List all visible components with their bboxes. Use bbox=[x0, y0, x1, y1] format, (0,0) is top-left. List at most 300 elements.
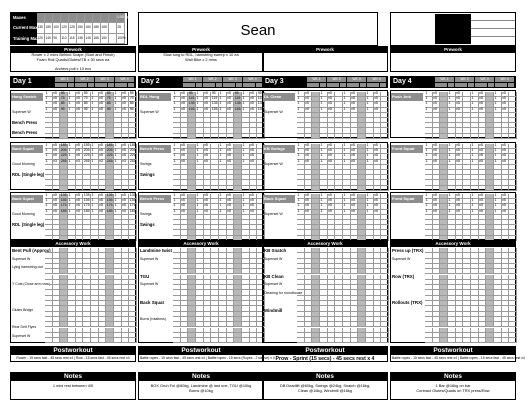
set-cell[interactable]: 1 bbox=[68, 92, 76, 97]
set-cell[interactable]: 1 bbox=[471, 108, 479, 113]
set-cell[interactable]: 1 bbox=[45, 194, 53, 199]
set-cell[interactable]: x5 bbox=[433, 97, 441, 102]
set-cell[interactable]: 1 bbox=[196, 210, 204, 215]
set-cell[interactable]: 1 bbox=[45, 92, 53, 97]
set-cell[interactable]: 1 bbox=[297, 204, 305, 209]
set-cell[interactable]: 1 bbox=[173, 160, 181, 165]
set-cell[interactable]: 55 bbox=[129, 92, 137, 97]
set-cell[interactable]: x5 bbox=[456, 194, 464, 199]
set-cell[interactable]: x5 bbox=[99, 154, 107, 159]
set-cell[interactable] bbox=[106, 186, 114, 191]
set-cell[interactable]: 1 bbox=[114, 154, 122, 159]
set-cell[interactable]: 1 bbox=[91, 149, 99, 154]
set-cell[interactable]: x5 bbox=[76, 144, 84, 149]
maxes-cell[interactable] bbox=[69, 13, 77, 23]
set-cell[interactable]: x5 bbox=[433, 92, 441, 97]
accessory-cell[interactable] bbox=[91, 338, 99, 343]
maxes-cell[interactable]: 120 bbox=[37, 34, 45, 44]
set-cell[interactable]: x5 bbox=[204, 149, 212, 154]
set-cell[interactable]: 1 bbox=[320, 194, 328, 199]
set-cell[interactable]: x5 bbox=[456, 204, 464, 209]
maxes-cell[interactable] bbox=[109, 34, 117, 44]
set-cell[interactable]: 205 bbox=[129, 149, 137, 154]
set-cell[interactable]: 1 bbox=[45, 199, 53, 204]
accessory-cell[interactable] bbox=[76, 338, 84, 343]
set-cell[interactable]: 1 bbox=[68, 199, 76, 204]
set-cell[interactable]: x5 bbox=[502, 160, 510, 165]
set-cell[interactable]: x5 bbox=[502, 97, 510, 102]
set-cell[interactable]: 1 bbox=[343, 160, 351, 165]
maxes-cell[interactable] bbox=[77, 13, 85, 23]
set-cell[interactable]: 1 bbox=[471, 154, 479, 159]
set-cell[interactable]: 1 bbox=[425, 199, 433, 204]
set-cell[interactable]: x5 bbox=[502, 194, 510, 199]
set-cell[interactable]: x5 bbox=[479, 108, 487, 113]
set-cell[interactable]: 1 bbox=[320, 199, 328, 204]
set-cell[interactable]: 1 bbox=[448, 149, 456, 154]
set-cell[interactable]: x5 bbox=[204, 97, 212, 102]
accessory-cell[interactable] bbox=[433, 338, 441, 343]
set-cell[interactable]: 205 bbox=[83, 149, 91, 154]
set-cell[interactable]: 55 bbox=[83, 92, 91, 97]
set-cell[interactable]: 1 bbox=[45, 108, 53, 113]
set-cell[interactable]: 1 bbox=[448, 102, 456, 107]
set-cell[interactable]: 135 bbox=[211, 102, 219, 107]
set-cell[interactable]: 155 bbox=[234, 108, 242, 113]
set-cell[interactable]: x5 bbox=[227, 204, 235, 209]
maxes-cell[interactable] bbox=[93, 13, 101, 23]
accessory-cell[interactable] bbox=[351, 338, 359, 343]
set-cell[interactable]: x5 bbox=[433, 194, 441, 199]
maxes-cell[interactable] bbox=[109, 23, 117, 33]
set-cell[interactable]: x5 bbox=[204, 204, 212, 209]
set-cell[interactable]: x5 bbox=[122, 108, 130, 113]
set-cell[interactable]: x5 bbox=[227, 160, 235, 165]
set-cell[interactable]: x5 bbox=[53, 149, 61, 154]
set-cell[interactable]: 1 bbox=[219, 97, 227, 102]
set-cell[interactable]: x5 bbox=[204, 144, 212, 149]
set-cell[interactable] bbox=[440, 186, 448, 191]
set-cell[interactable]: 1 bbox=[45, 102, 53, 107]
set-cell[interactable]: 1 bbox=[68, 204, 76, 209]
set-cell[interactable] bbox=[374, 134, 382, 139]
set-cell[interactable] bbox=[83, 134, 91, 139]
set-cell[interactable]: 185 bbox=[83, 144, 91, 149]
set-cell[interactable]: x5 bbox=[305, 160, 313, 165]
set-cell[interactable]: 1 bbox=[219, 144, 227, 149]
set-cell[interactable]: x5 bbox=[479, 92, 487, 97]
maxes-cell[interactable]: 125 bbox=[69, 23, 77, 33]
set-cell[interactable]: 1 bbox=[242, 97, 250, 102]
set-cell[interactable]: 1 bbox=[425, 97, 433, 102]
set-cell[interactable]: x5 bbox=[53, 204, 61, 209]
set-cell[interactable]: x5 bbox=[456, 108, 464, 113]
set-cell[interactable]: 1 bbox=[91, 210, 99, 215]
set-cell[interactable]: x5 bbox=[76, 194, 84, 199]
set-cell[interactable]: x5 bbox=[76, 149, 84, 154]
set-cell[interactable]: 1 bbox=[297, 210, 305, 215]
set-cell[interactable] bbox=[463, 134, 471, 139]
set-cell[interactable] bbox=[53, 186, 61, 191]
set-cell[interactable] bbox=[129, 134, 137, 139]
accessory-cell[interactable] bbox=[196, 338, 204, 343]
set-cell[interactable]: 1 bbox=[173, 154, 181, 159]
accessory-cell[interactable] bbox=[45, 338, 53, 343]
set-cell[interactable]: 1 bbox=[91, 194, 99, 199]
set-cell[interactable]: 1 bbox=[173, 144, 181, 149]
set-cell[interactable]: 1 bbox=[471, 144, 479, 149]
set-cell[interactable]: x5 bbox=[250, 210, 258, 215]
set-cell[interactable]: 1 bbox=[45, 160, 53, 165]
set-cell[interactable]: 1 bbox=[173, 194, 181, 199]
set-cell[interactable] bbox=[114, 134, 122, 139]
set-cell[interactable]: 1 bbox=[343, 144, 351, 149]
maxes-cell[interactable] bbox=[109, 13, 117, 23]
set-cell[interactable]: x5 bbox=[479, 102, 487, 107]
set-cell[interactable]: 1 bbox=[366, 210, 374, 215]
set-cell[interactable]: x5 bbox=[122, 204, 130, 209]
maxes-cell[interactable]: 135 bbox=[37, 23, 45, 33]
set-cell[interactable]: 155 bbox=[129, 199, 137, 204]
set-cell[interactable] bbox=[106, 134, 114, 139]
set-cell[interactable]: 1 bbox=[114, 199, 122, 204]
set-cell[interactable] bbox=[456, 134, 464, 139]
set-cell[interactable]: x5 bbox=[374, 160, 382, 165]
set-cell[interactable]: x5 bbox=[456, 97, 464, 102]
accessory-cell[interactable] bbox=[335, 338, 343, 343]
maxes-cell[interactable]: 100 bbox=[53, 23, 61, 33]
set-cell[interactable] bbox=[68, 186, 76, 191]
set-cell[interactable]: 1 bbox=[173, 92, 181, 97]
set-cell[interactable]: x5 bbox=[122, 194, 130, 199]
set-cell[interactable]: 1 bbox=[494, 102, 502, 107]
set-cell[interactable]: 75 bbox=[60, 97, 68, 102]
set-cell[interactable]: 85 bbox=[60, 102, 68, 107]
maxes-cell[interactable]: 165 bbox=[93, 34, 101, 44]
set-cell[interactable] bbox=[53, 134, 61, 139]
set-cell[interactable]: x5 bbox=[328, 149, 336, 154]
set-cell[interactable]: 1 bbox=[91, 97, 99, 102]
set-cell[interactable]: x5 bbox=[305, 204, 313, 209]
set-cell[interactable] bbox=[433, 186, 441, 191]
set-cell[interactable] bbox=[358, 134, 366, 139]
set-cell[interactable]: 1 bbox=[320, 160, 328, 165]
set-cell[interactable]: 85 bbox=[106, 102, 114, 107]
set-cell[interactable] bbox=[188, 186, 196, 191]
set-cell[interactable]: x5 bbox=[53, 210, 61, 215]
set-cell[interactable]: 1 bbox=[114, 204, 122, 209]
set-cell[interactable] bbox=[129, 186, 137, 191]
set-cell[interactable]: x5 bbox=[374, 210, 382, 215]
set-cell[interactable]: x5 bbox=[204, 108, 212, 113]
set-cell[interactable]: x5 bbox=[479, 210, 487, 215]
set-cell[interactable]: x5 bbox=[122, 154, 130, 159]
maxes-cell[interactable]: 155 bbox=[45, 23, 53, 33]
set-cell[interactable]: 1 bbox=[45, 97, 53, 102]
set-cell[interactable]: 95 bbox=[60, 108, 68, 113]
accessory-cell[interactable] bbox=[448, 338, 456, 343]
set-cell[interactable]: 1 bbox=[366, 154, 374, 159]
set-cell[interactable]: 1 bbox=[45, 154, 53, 159]
set-cell[interactable]: 1 bbox=[448, 154, 456, 159]
set-cell[interactable]: x5 bbox=[250, 102, 258, 107]
set-cell[interactable]: 1 bbox=[448, 160, 456, 165]
set-cell[interactable]: 1 bbox=[91, 160, 99, 165]
set-cell[interactable] bbox=[320, 186, 328, 191]
set-cell[interactable]: 1 bbox=[494, 199, 502, 204]
set-cell[interactable] bbox=[448, 134, 456, 139]
accessory-cell[interactable] bbox=[343, 338, 351, 343]
set-cell[interactable]: 95 bbox=[234, 92, 242, 97]
set-cell[interactable] bbox=[494, 134, 502, 139]
set-cell[interactable] bbox=[456, 186, 464, 191]
set-cell[interactable]: 245 bbox=[106, 160, 114, 165]
set-cell[interactable]: 1 bbox=[196, 97, 204, 102]
set-cell[interactable]: x5 bbox=[76, 199, 84, 204]
set-cell[interactable]: 1 bbox=[343, 194, 351, 199]
set-cell[interactable]: x5 bbox=[479, 160, 487, 165]
set-cell[interactable]: x5 bbox=[328, 160, 336, 165]
set-cell[interactable]: x5 bbox=[479, 199, 487, 204]
set-cell[interactable] bbox=[68, 134, 76, 139]
accessory-cell[interactable] bbox=[463, 338, 471, 343]
set-cell[interactable]: x5 bbox=[204, 154, 212, 159]
set-cell[interactable] bbox=[122, 134, 130, 139]
set-cell[interactable]: x5 bbox=[328, 210, 336, 215]
set-cell[interactable]: 1 bbox=[196, 154, 204, 159]
set-cell[interactable]: x5 bbox=[250, 144, 258, 149]
set-cell[interactable]: 1 bbox=[448, 108, 456, 113]
set-cell[interactable]: x5 bbox=[227, 97, 235, 102]
set-cell[interactable]: 95 bbox=[83, 108, 91, 113]
set-cell[interactable]: x5 bbox=[99, 92, 107, 97]
set-cell[interactable]: x5 bbox=[99, 97, 107, 102]
set-cell[interactable] bbox=[381, 134, 389, 139]
set-cell[interactable] bbox=[297, 134, 305, 139]
set-cell[interactable]: x5 bbox=[502, 204, 510, 209]
set-cell[interactable]: x5 bbox=[456, 160, 464, 165]
set-cell[interactable]: x5 bbox=[305, 108, 313, 113]
set-cell[interactable]: x5 bbox=[76, 204, 84, 209]
set-cell[interactable] bbox=[479, 186, 487, 191]
set-cell[interactable]: 1 bbox=[45, 149, 53, 154]
set-cell[interactable]: 1 bbox=[320, 97, 328, 102]
set-cell[interactable] bbox=[204, 134, 212, 139]
accessory-cell[interactable] bbox=[320, 338, 328, 343]
accessory-cell[interactable] bbox=[106, 338, 114, 343]
set-cell[interactable]: 1 bbox=[320, 108, 328, 113]
set-cell[interactable]: 1 bbox=[91, 204, 99, 209]
set-cell[interactable]: 1 bbox=[297, 144, 305, 149]
set-cell[interactable]: x5 bbox=[374, 194, 382, 199]
set-cell[interactable] bbox=[328, 134, 336, 139]
maxes-cell[interactable]: 160 bbox=[85, 23, 93, 33]
set-cell[interactable]: 1 bbox=[219, 194, 227, 199]
set-cell[interactable] bbox=[242, 134, 250, 139]
set-cell[interactable]: 1 bbox=[471, 199, 479, 204]
accessory-cell[interactable] bbox=[494, 338, 502, 343]
set-cell[interactable]: x5 bbox=[76, 154, 84, 159]
set-cell[interactable]: 155 bbox=[211, 108, 219, 113]
set-cell[interactable]: x5 bbox=[374, 199, 382, 204]
set-cell[interactable] bbox=[250, 134, 258, 139]
set-cell[interactable]: 1 bbox=[196, 160, 204, 165]
set-cell[interactable]: 1 bbox=[425, 154, 433, 159]
set-cell[interactable]: 225 bbox=[60, 154, 68, 159]
set-cell[interactable]: x5 bbox=[181, 154, 189, 159]
set-cell[interactable]: x5 bbox=[76, 108, 84, 113]
set-cell[interactable]: x5 bbox=[351, 199, 359, 204]
set-cell[interactable] bbox=[211, 186, 219, 191]
set-cell[interactable] bbox=[463, 186, 471, 191]
set-cell[interactable]: x5 bbox=[305, 210, 313, 215]
set-cell[interactable]: x5 bbox=[456, 144, 464, 149]
set-cell[interactable] bbox=[425, 134, 433, 139]
maxes-cell[interactable]: 140 bbox=[45, 34, 53, 44]
set-cell[interactable]: 1 bbox=[242, 144, 250, 149]
set-cell[interactable]: 1 bbox=[219, 154, 227, 159]
set-cell[interactable]: x5 bbox=[374, 154, 382, 159]
set-cell[interactable]: x5 bbox=[53, 102, 61, 107]
set-cell[interactable]: 1 bbox=[173, 149, 181, 154]
accessory-cell[interactable] bbox=[479, 338, 487, 343]
set-cell[interactable]: 1 bbox=[242, 160, 250, 165]
set-cell[interactable]: x5 bbox=[53, 144, 61, 149]
set-cell[interactable]: x5 bbox=[479, 194, 487, 199]
set-cell[interactable]: x5 bbox=[227, 144, 235, 149]
set-cell[interactable] bbox=[204, 186, 212, 191]
set-cell[interactable] bbox=[60, 134, 68, 139]
set-cell[interactable] bbox=[219, 186, 227, 191]
set-cell[interactable] bbox=[509, 134, 517, 139]
set-cell[interactable]: x5 bbox=[433, 154, 441, 159]
set-cell[interactable]: 1 bbox=[68, 108, 76, 113]
set-cell[interactable]: 1 bbox=[173, 102, 181, 107]
set-cell[interactable]: x5 bbox=[374, 102, 382, 107]
set-cell[interactable]: x5 bbox=[76, 210, 84, 215]
set-cell[interactable]: x5 bbox=[122, 102, 130, 107]
set-cell[interactable] bbox=[358, 186, 366, 191]
accessory-cell[interactable] bbox=[181, 338, 189, 343]
set-cell[interactable] bbox=[196, 134, 204, 139]
set-cell[interactable]: 1 bbox=[494, 154, 502, 159]
set-cell[interactable]: x5 bbox=[227, 154, 235, 159]
set-cell[interactable] bbox=[312, 134, 320, 139]
set-cell[interactable]: 135 bbox=[257, 102, 265, 107]
set-cell[interactable]: 1 bbox=[343, 199, 351, 204]
set-cell[interactable]: x5 bbox=[433, 149, 441, 154]
maxes-cell[interactable]: 165 bbox=[101, 23, 109, 33]
set-cell[interactable] bbox=[335, 186, 343, 191]
set-cell[interactable]: 1 bbox=[114, 102, 122, 107]
set-cell[interactable]: 1 bbox=[173, 108, 181, 113]
set-cell[interactable]: 205 bbox=[106, 149, 114, 154]
set-cell[interactable]: x5 bbox=[181, 210, 189, 215]
accessory-cell[interactable] bbox=[471, 338, 479, 343]
set-cell[interactable] bbox=[343, 134, 351, 139]
set-cell[interactable]: 185 bbox=[83, 210, 91, 215]
maxes-cell[interactable] bbox=[61, 13, 69, 23]
set-cell[interactable]: 1 bbox=[320, 102, 328, 107]
set-cell[interactable]: 135 bbox=[129, 194, 137, 199]
set-cell[interactable]: x5 bbox=[433, 102, 441, 107]
set-cell[interactable]: 245 bbox=[60, 160, 68, 165]
set-cell[interactable]: 95 bbox=[211, 92, 219, 97]
set-cell[interactable]: x5 bbox=[305, 92, 313, 97]
set-cell[interactable]: x5 bbox=[433, 108, 441, 113]
set-cell[interactable]: 1 bbox=[114, 194, 122, 199]
set-cell[interactable] bbox=[227, 186, 235, 191]
set-cell[interactable]: 1 bbox=[114, 108, 122, 113]
set-cell[interactable]: x5 bbox=[305, 199, 313, 204]
set-cell[interactable] bbox=[448, 186, 456, 191]
set-cell[interactable]: x5 bbox=[502, 210, 510, 215]
set-cell[interactable]: x5 bbox=[374, 149, 382, 154]
accessory-cell[interactable] bbox=[297, 338, 305, 343]
set-cell[interactable]: 155 bbox=[60, 199, 68, 204]
set-cell[interactable]: 1 bbox=[448, 144, 456, 149]
set-cell[interactable]: x5 bbox=[250, 199, 258, 204]
set-cell[interactable]: x5 bbox=[456, 210, 464, 215]
set-cell[interactable]: x3 bbox=[53, 160, 61, 165]
accessory-cell[interactable] bbox=[68, 338, 76, 343]
set-cell[interactable]: 1 bbox=[366, 144, 374, 149]
set-cell[interactable]: 1 bbox=[471, 102, 479, 107]
set-cell[interactable]: 1 bbox=[173, 204, 181, 209]
set-cell[interactable]: 55 bbox=[106, 92, 114, 97]
set-cell[interactable]: x3 bbox=[76, 160, 84, 165]
set-cell[interactable]: 1 bbox=[196, 194, 204, 199]
set-cell[interactable] bbox=[76, 134, 84, 139]
set-cell[interactable] bbox=[366, 186, 374, 191]
accessory-cell[interactable] bbox=[204, 338, 212, 343]
set-cell[interactable]: 1 bbox=[471, 204, 479, 209]
set-cell[interactable]: 1 bbox=[494, 194, 502, 199]
set-cell[interactable]: x5 bbox=[181, 108, 189, 113]
set-cell[interactable]: 1 bbox=[68, 144, 76, 149]
set-cell[interactable]: 1 bbox=[242, 154, 250, 159]
set-cell[interactable]: 1 bbox=[242, 199, 250, 204]
set-cell[interactable]: x5 bbox=[227, 108, 235, 113]
set-cell[interactable]: x5 bbox=[433, 160, 441, 165]
accessory-cell[interactable] bbox=[129, 338, 137, 343]
set-cell[interactable]: 1 bbox=[91, 154, 99, 159]
set-cell[interactable]: x5 bbox=[479, 204, 487, 209]
set-cell[interactable]: 1 bbox=[320, 210, 328, 215]
set-cell[interactable]: 1 bbox=[494, 204, 502, 209]
set-cell[interactable]: 1 bbox=[494, 144, 502, 149]
set-cell[interactable]: 1 bbox=[91, 144, 99, 149]
set-cell[interactable]: 1 bbox=[366, 97, 374, 102]
set-cell[interactable]: 155 bbox=[83, 199, 91, 204]
set-cell[interactable]: 1 bbox=[471, 149, 479, 154]
set-cell[interactable]: x5 bbox=[328, 92, 336, 97]
set-cell[interactable]: 1 bbox=[343, 210, 351, 215]
set-cell[interactable]: 1 bbox=[343, 97, 351, 102]
set-cell[interactable]: 1 bbox=[114, 210, 122, 215]
set-cell[interactable] bbox=[425, 186, 433, 191]
accessory-cell[interactable] bbox=[374, 338, 382, 343]
set-cell[interactable]: x5 bbox=[122, 149, 130, 154]
set-cell[interactable]: x5 bbox=[76, 102, 84, 107]
set-cell[interactable]: x5 bbox=[456, 154, 464, 159]
set-cell[interactable]: x5 bbox=[328, 199, 336, 204]
set-cell[interactable]: 1 bbox=[366, 194, 374, 199]
set-cell[interactable]: 1 bbox=[471, 160, 479, 165]
set-cell[interactable] bbox=[234, 186, 242, 191]
maxes-cell[interactable]: 150 bbox=[101, 34, 109, 44]
set-cell[interactable]: 115 bbox=[211, 97, 219, 102]
